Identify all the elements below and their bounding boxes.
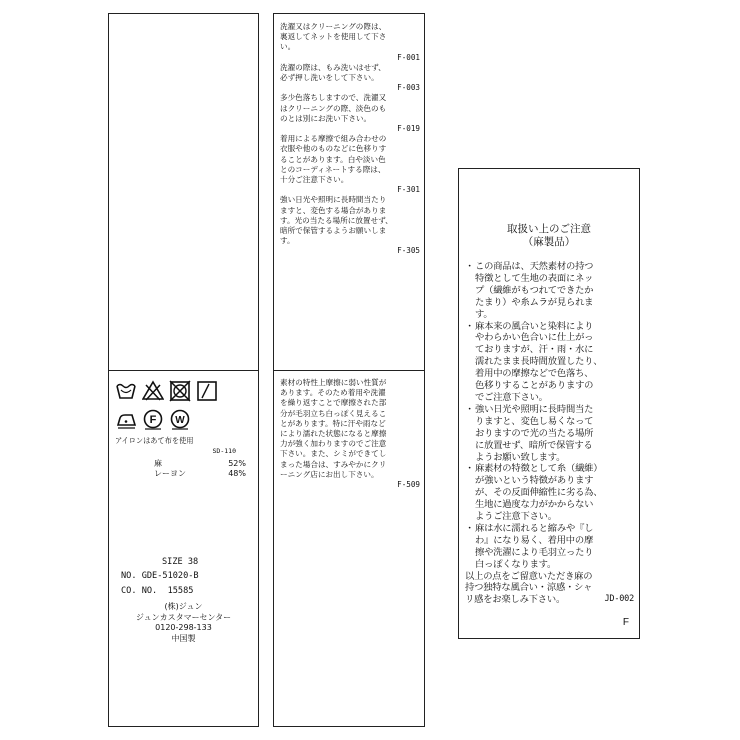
- bullet-dot: ・: [465, 320, 475, 332]
- item-line: ようお願い致します。: [475, 451, 566, 463]
- company-name: (株)ジュン: [164, 602, 203, 611]
- item-line: ようご注意下さい。: [475, 511, 557, 523]
- note-code: F-001: [397, 52, 420, 62]
- item-line: 擦や洗濯により毛羽立ったり: [475, 546, 594, 558]
- bullet-dot: ・: [465, 522, 475, 534]
- no-bleach-icon: [142, 380, 164, 402]
- notice-body: [465, 261, 634, 606]
- note: [280, 22, 420, 63]
- item-line: おりますので光の当たる場所: [475, 427, 594, 439]
- item-line: が強いという特徴があります: [475, 475, 594, 487]
- item-line: 麻本来の風合いと染料により: [475, 320, 594, 332]
- item-line: やわらかい色合いに仕上がっ: [475, 332, 594, 344]
- dry-clean-f-icon: [142, 408, 164, 430]
- note-line: い。: [280, 42, 296, 52]
- company-block: [109, 602, 258, 644]
- bullet-dot: ・: [465, 261, 475, 272]
- iron-icon: [115, 408, 137, 430]
- note-line: あります。そのため着用や洗濯: [280, 388, 386, 398]
- note-line: す。光の当たる場所に放置せず、: [280, 215, 393, 225]
- item-line: 色移りすることがありますの: [475, 380, 594, 392]
- item-line: に放置せず、暗所で保管する: [475, 439, 593, 451]
- item-line: でご注意下さい。: [475, 391, 548, 403]
- item-line: ておりますが、汗・雨・水に: [475, 344, 594, 356]
- note-line: 強い日光や照明に長時間当たり: [280, 195, 387, 205]
- note-code: F-003: [397, 83, 420, 93]
- care-label-tag-left: [108, 13, 259, 727]
- note-line: 洗濯の際は、もみ洗いはせず、: [280, 62, 386, 72]
- item-line: たまり）や糸ムラが見られま: [475, 296, 594, 308]
- note-line: 暗所で保管するようお願いしま: [280, 226, 387, 236]
- size-label: SIZE 38: [162, 557, 199, 567]
- svg-text:W: W: [175, 415, 185, 426]
- notice-title: 取扱い上のご注意: [507, 223, 591, 235]
- closing-line: リ感をお楽しみ下さい。: [465, 594, 566, 606]
- fiber-row: [154, 469, 246, 479]
- item-line: が、その反面伸縮性に劣る為、: [475, 487, 603, 499]
- notice-subtitle: （麻製品）: [522, 236, 576, 248]
- note-line: はクリーニングの際、淡色のも: [280, 103, 387, 113]
- wet-clean-w-icon: [169, 408, 191, 430]
- closing-paragraph: [465, 571, 634, 607]
- header: [459, 223, 639, 249]
- customer-center: ジュンカスタマーセンター: [135, 612, 232, 622]
- closing-code: JD-002: [604, 594, 634, 605]
- no-tumble-dry-icon: [169, 380, 191, 402]
- note-line: 下さい。また、シミができてし: [280, 449, 387, 459]
- line-dry-shade-icon: [196, 380, 218, 402]
- item-line: 麻は水に濡れると縮みや『し: [475, 522, 594, 534]
- note-line: 着用による摩擦で組み合わせの: [280, 134, 387, 144]
- note-line: 多少色落ちしますので、洗濯又: [280, 93, 387, 103]
- note-line: とのコーディネートする際は、: [280, 164, 386, 174]
- note-line: ーニング店にお出し下さい。: [280, 469, 379, 479]
- closing-line: 持つ独特な風合い・涼感・シャ: [465, 582, 593, 594]
- note-line: まった場合は、すみやかにクリ: [280, 459, 387, 469]
- item-line: 強い日光や照明に長時間当た: [475, 403, 594, 415]
- note: [280, 63, 420, 94]
- item-line: この商品は、天然素材の持つ: [475, 261, 594, 272]
- list-item: [465, 321, 634, 404]
- fiber-percent: 48%: [228, 469, 246, 478]
- note-code: F-305: [397, 246, 420, 256]
- note-line: により濡れた状態になると摩擦: [280, 429, 387, 439]
- item-line: りますと、変色し易くなって: [475, 415, 594, 427]
- product-number: NO. GDE-51020-B: [121, 571, 199, 581]
- note-line: 必ず押し洗いをして下さい。: [280, 73, 379, 83]
- note-code: F-301: [397, 185, 420, 195]
- note-line: ますと、変色する場合がありま: [280, 205, 387, 215]
- note: [280, 195, 420, 256]
- co-number: CO. NO. 15585: [121, 586, 194, 596]
- item-line: 白っぽくなります。: [475, 558, 557, 570]
- bullet-dot: ・: [465, 463, 475, 475]
- notes-block-bottom: [280, 378, 420, 490]
- item-line: 濡れたまま長時間放置したり、: [475, 356, 603, 368]
- note-line: 裏返してネットを使用して下さ: [280, 32, 387, 42]
- item-line: プ（繊維がもつれてできたか: [475, 284, 594, 296]
- care-code: SD-110: [212, 447, 236, 455]
- item-line: 特徴として生地の表面にネッ: [475, 272, 594, 284]
- item-line: す。: [475, 308, 493, 320]
- note-line: 分が毛羽立ち白っぽく見えるこ: [280, 408, 387, 418]
- note-line: のとは別にお洗い下さい。: [280, 113, 372, 123]
- care-label-tag-right: [458, 168, 640, 639]
- care-symbols-row-1: [115, 380, 218, 402]
- divider: [109, 370, 258, 371]
- note: [280, 134, 420, 195]
- list-item: [465, 523, 634, 571]
- note-line: とがあります。特に汗や雨など: [280, 418, 386, 428]
- bullet-dot: ・: [465, 403, 475, 415]
- note-line: 衣服や他のものなどに色移りす: [280, 144, 387, 154]
- divider: [274, 370, 424, 371]
- item-line: 生地に過度な力がかからない: [475, 499, 594, 511]
- note-line: ることがあります。白や淡い色: [280, 154, 386, 164]
- notes-block-top: [280, 22, 420, 257]
- fiber-name: レーヨン: [154, 469, 186, 478]
- care-label-tag-middle: [273, 13, 425, 727]
- note-line: 洗濯又はクリーニングの際は、: [280, 22, 387, 31]
- list-item: [465, 404, 634, 464]
- care-instruction-label: アイロンはあて布を使用: [115, 436, 194, 445]
- note: [280, 93, 420, 134]
- item-line: 着用中の摩擦などで色落ち、: [475, 368, 594, 380]
- phone-number: 0120-298-133: [155, 623, 212, 632]
- closing-last-row: [465, 594, 634, 606]
- note-line: す。: [280, 236, 295, 246]
- list-item: [465, 261, 634, 321]
- wash-tub-icon: [115, 380, 137, 402]
- corner-mark: F: [622, 617, 629, 628]
- fiber-name: 麻: [154, 459, 162, 468]
- list-item: [465, 463, 634, 523]
- fiber-row: [154, 459, 246, 469]
- fiber-composition: [154, 459, 246, 479]
- note-line: を繰り返すことで摩擦された部: [280, 398, 387, 408]
- item-line: 麻素材の特徴として糸（繊維）: [475, 463, 603, 475]
- note-code: F-019: [397, 124, 420, 134]
- care-symbols-row-2: [115, 408, 191, 430]
- note-line: 十分ご注意下さい。: [280, 175, 349, 185]
- svg-text:F: F: [149, 414, 157, 426]
- note-line: 素材の特性上摩擦に弱い性質が: [280, 378, 387, 387]
- note-line: 力が強く加わりますのでご注意: [280, 439, 387, 449]
- note-code: F-509: [397, 480, 420, 490]
- closing-line: 以上の点をご留意いただき麻の: [465, 570, 593, 582]
- country-of-origin: 中国製: [171, 633, 196, 643]
- fiber-percent: 52%: [228, 459, 246, 468]
- item-line: わ』になり易く、着用中の摩: [475, 534, 594, 546]
